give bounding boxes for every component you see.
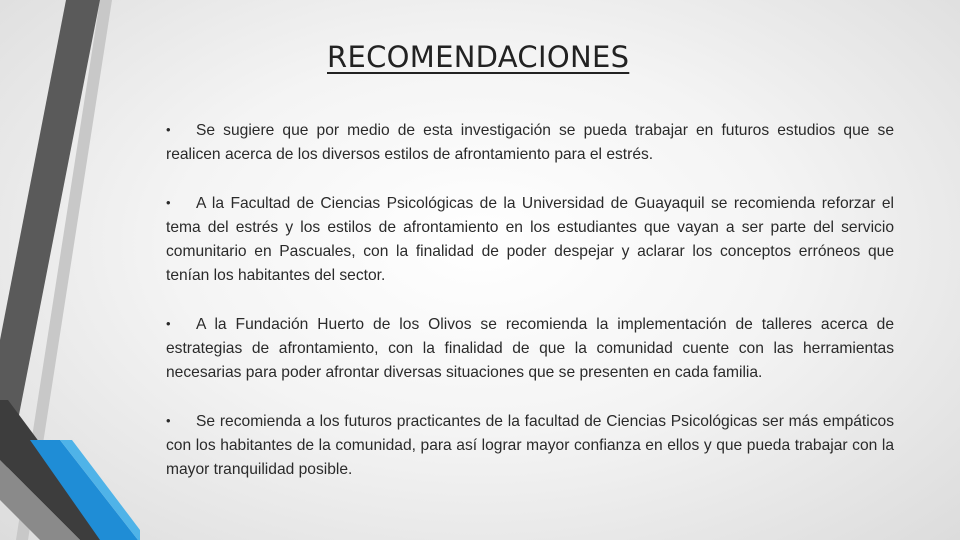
decorative-stripes — [0, 0, 140, 540]
recommendation-item — [166, 409, 894, 482]
recommendation-item — [166, 312, 894, 385]
bullet-glyph: • — [166, 413, 171, 428]
bullet-glyph: • — [166, 122, 171, 137]
recommendation-text: Se sugiere que por medio de esta investigación se pueda trabajar en futuros estudios que se realicen acerca de los diversos estilos de afrontamiento para el estrés. — [166, 122, 894, 163]
recommendations-list — [166, 118, 894, 482]
recommendation-text: A la Facultad de Ciencias Psicológicas de la Universidad de Guayaquil se recomienda reforzar el tema del estrés y los estilos de afrontamiento en los estudiantes que vayan a ser parte del servicio comunitario en Pascuales, con la finalidad de poder despejar y aclarar los conceptos erróneos que tenían los habitantes del sector. — [166, 195, 894, 284]
bullet-glyph: • — [166, 316, 171, 331]
recommendation-item — [166, 118, 894, 167]
slide-title: RECOMENDACIONES — [327, 40, 630, 74]
bullet-glyph: • — [166, 195, 171, 210]
recommendation-item — [166, 191, 894, 288]
recommendation-text: A la Fundación Huerto de los Olivos se recomienda la implementación de talleres acerca de estrategias de afrontamiento, con la finalidad de que la comunidad cuente con las herramientas necesarias para poder afrontar diversas situaciones que se presenten en cada familia. — [166, 316, 894, 381]
recommendation-text: Se recomienda a los futuros practicantes de la facultad de Ciencias Psicológicas ser más empáticos con los habitantes de la comunidad, para así lograr mayor confianza en ellos y que pueda trabajar con la mayor tranquilidad posible. — [166, 413, 894, 478]
